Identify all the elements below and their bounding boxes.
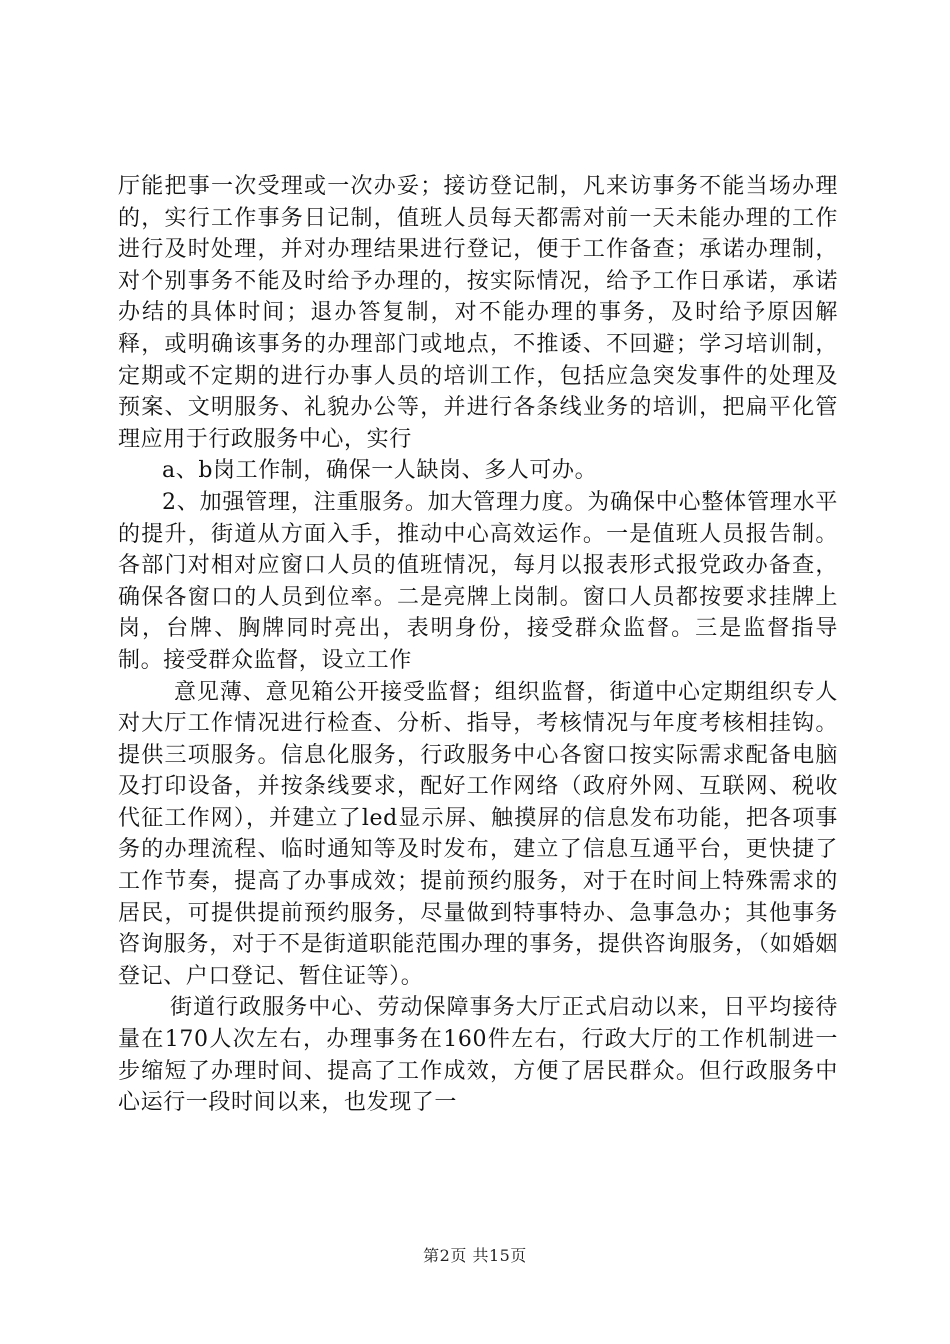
paragraph-continuation: 厅能把事一次受理或一次办妥；接访登记制，凡来访事务不能当场办理的，实行工作事务日记制，值班人员每天都需对前一天未能办理的工作进行及时处理，并对办理结果进行登记，便于工作备查；承诺办理制，对个别事务不能及时给予办理的，按实际情况，给予工作日承诺，承诺办结的具体时间；退办答复制，对不能办理的事务，及时给予原因解释，或明确该事务的办理部门或地点，不推诿、不回避；学习培训制，定期或不定期的进行办事人员的培训工作，包括应急突发事件的处理及预案、文明服务、礼貌办公等，并进行各条线业务的培训，把扁平化管理应用于行政服务中心，实行 [118,174,838,452]
document-body [118,171,838,1119]
paragraph-results: 街道行政服务中心、劳动保障事务大厅正式启动以来，日平均接待量在170人次左右，办理事务在160件左右，行政大厅的工作机制进一步缩短了办理时间、提高了工作成效，方便了居民群众。但行政服务中心运行一段时间以来，也发现了一 [118,995,838,1116]
paragraph-ab-post: a、b岗工作制，确保一人缺岗、多人可办。 [162,458,598,484]
page-footer: 第2页 共15页 [423,1246,527,1265]
paragraph-management: 2、加强管理，注重服务。加大管理力度。为确保中心整体管理水平的提升，街道从方面入手，推动中心高效运作。一是值班人员报告制。各部门对相对应窗口人员的值班情况，每月以报表形式报党政办备查，确保各窗口的人员到位率。二是亮牌上岗制。窗口人员都按要求挂牌上岗，台牌、胸牌同时亮出，表明身份，接受群众监督。三是监督指导制。接受群众监督，设立工作 [118,489,838,673]
paragraph-supervision-services: 意见薄、意见箱公开接受监督；组织监督，街道中心定期组织专人对大厅工作情况进行检查、分析、指导，考核情况与年度考核相挂钩。提供三项服务。信息化服务，行政服务中心各窗口按实际需求配备电脑及打印设备，并按条线要求，配好工作网络（政府外网、互联网、税收代征工作网），并建立了led显示屏、触摸屏的信息发布功能，把各项事务的办理流程、临时通知等及时发布，建立了信息互通平台，更快捷了工作节奏，提高了办事成效；提前预约服务，对于在时间上特殊需求的居民，可提供提前预约服务，尽量做到特事特办、急事急办；其他事务咨询服务，对于不是街道职能范围办理的事务，提供咨询服务，（如婚姻登记、户口登记、暂住证等）。 [118,679,838,989]
